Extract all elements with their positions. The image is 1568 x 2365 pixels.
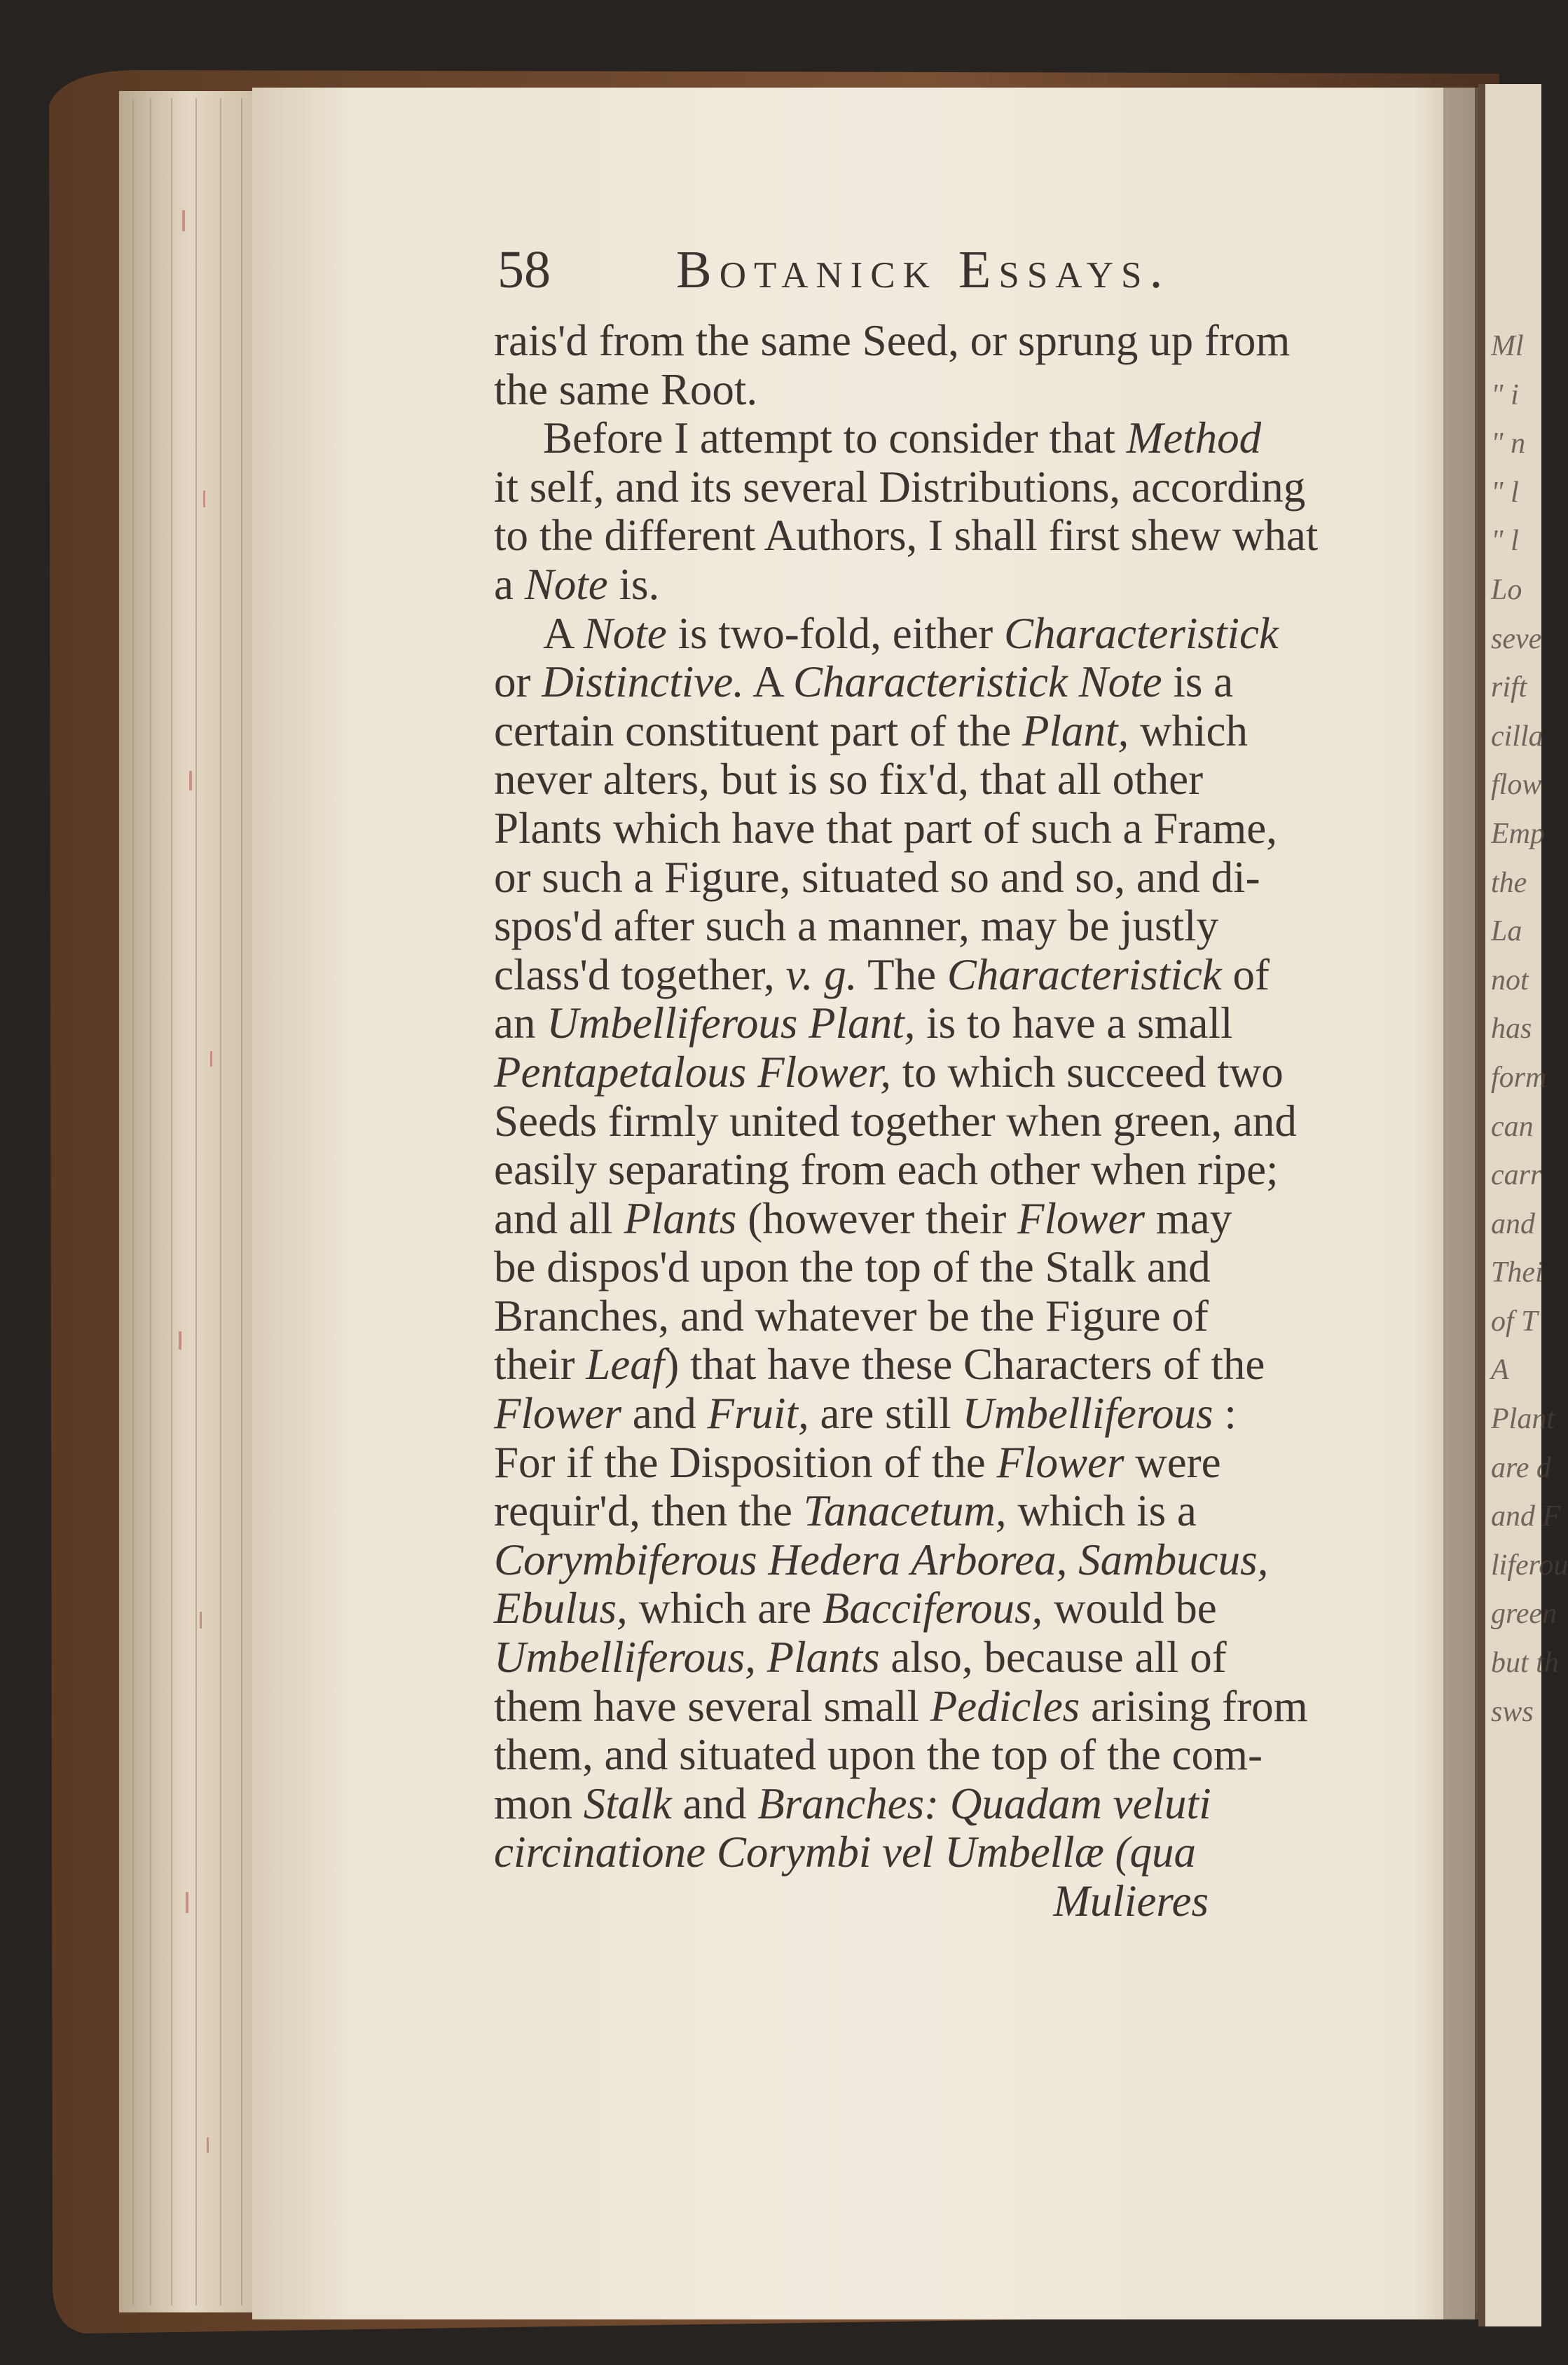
- text-segment: also, because all of: [879, 1633, 1227, 1682]
- adjacent-page-fragment: flow: [1491, 769, 1542, 802]
- text-segment: their: [494, 1340, 586, 1390]
- text-line: [494, 1439, 1412, 1488]
- text-line: [494, 1828, 1412, 1877]
- text-line: [494, 999, 1412, 1048]
- text-segment: Plants which have that part of such a Frame,: [494, 803, 1277, 853]
- text-line: [494, 1146, 1412, 1195]
- text-segment: to which succeed two: [890, 1047, 1284, 1097]
- adjacent-page-fragment: cilla: [1491, 720, 1543, 753]
- adjacent-page-fragment: carr: [1491, 1159, 1542, 1192]
- page-number: 58: [497, 240, 551, 299]
- text-segment: easily separating from each other when ripe;: [494, 1145, 1279, 1195]
- text-line: [494, 755, 1412, 804]
- italic-segment: Tanacetum,: [803, 1486, 1007, 1536]
- text-line: [494, 1780, 1412, 1829]
- adjacent-page-fragment: Lo: [1491, 573, 1522, 606]
- italic-segment: Plants: [624, 1193, 737, 1243]
- text-segment: is.: [607, 559, 660, 609]
- text-segment: which is a: [1006, 1486, 1197, 1536]
- text-segment: them have several small: [494, 1681, 930, 1731]
- italic-segment: Corymbiferous Hedera Arborea, Sambucus,: [494, 1535, 1269, 1584]
- text-line: [494, 1633, 1412, 1682]
- page-header: [497, 238, 1324, 301]
- text-line: [494, 902, 1412, 951]
- adjacent-page-fragment: A: [1491, 1354, 1509, 1387]
- adjacent-page-fragment: Emp: [1491, 817, 1545, 850]
- text-segment: spos'd after such a manner, may be justly: [494, 901, 1219, 951]
- adjacent-page-fragment: can: [1491, 1110, 1534, 1143]
- text-line: [494, 1536, 1412, 1585]
- text-line: [494, 512, 1412, 561]
- text-line: [494, 1292, 1412, 1341]
- adjacent-page-fragment: Ml: [1491, 330, 1524, 362]
- text-line: [494, 1097, 1412, 1146]
- adjacent-page-fragments: [1491, 322, 1568, 1736]
- text-segment: were: [1124, 1437, 1221, 1487]
- text-line: [494, 1048, 1412, 1097]
- italic-segment: Branches: Quadam veluti: [757, 1778, 1211, 1828]
- adjacent-page-fragment: Thei: [1491, 1256, 1543, 1289]
- italic-segment: Characteristick: [1003, 608, 1279, 658]
- text-segment: Before I attempt to consider that: [543, 413, 1127, 463]
- italic-segment: Stalk: [583, 1778, 672, 1828]
- text-segment: (however their: [736, 1193, 1018, 1243]
- italic-segment: Pedicles: [930, 1681, 1080, 1731]
- adjacent-page-fragment: sws: [1491, 1695, 1534, 1728]
- italic-segment: Umbelliferous, Plants: [494, 1633, 880, 1682]
- text-segment: ) that have these Characters of the: [664, 1340, 1265, 1390]
- text-line: [494, 414, 1412, 463]
- adjacent-page-fragment: of T: [1491, 1305, 1538, 1338]
- text-segment: it self, and its several Distributions, according: [494, 462, 1306, 512]
- italic-segment: v. g.: [785, 950, 858, 999]
- italic-segment: Flower: [996, 1437, 1125, 1487]
- adjacent-page-fragment: " n: [1491, 427, 1526, 460]
- text-line: [494, 1341, 1412, 1390]
- adjacent-page-fragment: seve: [1491, 622, 1542, 655]
- adjacent-page-fragment: the: [1491, 866, 1527, 899]
- italic-segment: Pentapetalous Flower,: [494, 1047, 891, 1097]
- text-segment: Branches, and whatever be the Figure of: [494, 1291, 1209, 1341]
- running-head: Botanick Essays.: [676, 240, 1171, 299]
- text-segment: arising from: [1080, 1681, 1308, 1731]
- text-segment: certain constituent part of the: [494, 706, 1022, 755]
- text-segment: is a: [1162, 657, 1234, 707]
- text-segment: or such a Figure, situated so and so, and di-: [494, 852, 1260, 902]
- text-segment: which: [1129, 706, 1248, 755]
- text-line: [494, 1731, 1412, 1780]
- text-segment: and all: [494, 1193, 624, 1243]
- text-segment: is two-fold, either: [666, 608, 1004, 658]
- text-segment: may: [1145, 1193, 1232, 1243]
- italic-segment: Note: [583, 608, 667, 658]
- italic-segment: Umbelliferous Plant,: [546, 999, 916, 1048]
- text-line: [494, 951, 1412, 1000]
- italic-segment: Fruit,: [707, 1389, 809, 1439]
- text-line: [494, 1390, 1412, 1439]
- text-line: [494, 707, 1412, 756]
- text-line: [494, 1243, 1412, 1292]
- text-segment: the same Root.: [494, 364, 758, 414]
- adjacent-page-fragment: " l: [1491, 476, 1519, 509]
- italic-segment: Note: [524, 559, 608, 609]
- adjacent-page-fragment: Plant: [1491, 1403, 1555, 1436]
- adjacent-page-fragment: La: [1491, 915, 1522, 948]
- text-line: [494, 1195, 1412, 1244]
- text-segment: be dispos'd upon the top of the Stalk and: [494, 1242, 1211, 1292]
- adjacent-page-fragment: " i: [1491, 378, 1519, 411]
- text-line: [494, 804, 1412, 854]
- text-segment: The: [857, 950, 947, 999]
- text-line: [494, 610, 1412, 659]
- text-segment: rais'd from the same Seed, or sprung up from: [494, 316, 1291, 365]
- text-segment: and: [621, 1389, 708, 1439]
- adjacent-page-fragment: liferou: [1491, 1549, 1568, 1582]
- italic-segment: Distinctive.: [542, 657, 744, 707]
- adjacent-page-fragment: form: [1491, 1061, 1547, 1094]
- text-line: [494, 317, 1412, 366]
- italic-segment: circinatione Corymbi vel Umbellæ (qua: [494, 1828, 1196, 1877]
- italic-segment: Flower: [1017, 1193, 1146, 1243]
- italic-segment: Flower: [494, 1389, 621, 1439]
- text-segment: class'd together,: [494, 950, 786, 999]
- text-segment: which are: [627, 1584, 823, 1633]
- text-line: [494, 854, 1412, 903]
- italic-segment: Characteristick: [947, 950, 1222, 999]
- text-line: [494, 1682, 1412, 1732]
- text-line: [494, 561, 1412, 610]
- text-segment: requir'd, then the: [494, 1486, 804, 1536]
- adjacent-page-fragment: but th: [1491, 1647, 1559, 1680]
- text-segment: them, and situated upon the top of the com-: [494, 1730, 1263, 1780]
- italic-segment: Umbelliferous: [962, 1389, 1213, 1439]
- text-segment: would be: [1043, 1584, 1217, 1633]
- text-segment: A: [543, 608, 584, 658]
- text-segment: mon: [494, 1778, 584, 1828]
- body-text: [494, 317, 1412, 1926]
- text-segment: and: [671, 1778, 758, 1828]
- italic-segment: Bacciferous,: [822, 1584, 1043, 1633]
- text-line: [494, 366, 1412, 415]
- text-segment: For if the Disposition of the: [494, 1437, 997, 1487]
- adjacent-page-fragment: " l: [1491, 525, 1519, 558]
- adjacent-page-fragment: rift: [1491, 671, 1527, 704]
- text-line: [494, 463, 1412, 512]
- text-line: [494, 658, 1412, 707]
- adjacent-page-fragment: and F: [1491, 1500, 1561, 1533]
- text-segment: A: [743, 657, 793, 707]
- adjacent-page-fragment: are d: [1491, 1451, 1551, 1484]
- adjacent-page-fragment: has: [1491, 1013, 1532, 1046]
- text-segment: Seeds firmly united together when green, and: [494, 1096, 1297, 1146]
- text-segment: or: [494, 657, 542, 707]
- text-line: [494, 1877, 1412, 1926]
- italic-segment: Mulieres: [1053, 1877, 1209, 1926]
- italic-segment: Ebulus,: [494, 1584, 628, 1633]
- text-segment: a: [494, 559, 525, 609]
- adjacent-page-fragment: not: [1491, 964, 1529, 996]
- adjacent-page-fragment: and: [1491, 1207, 1535, 1240]
- italic-segment: Characteristick Note: [792, 657, 1162, 707]
- text-segment: are still: [809, 1389, 963, 1439]
- italic-segment: Leaf: [586, 1340, 665, 1390]
- italic-segment: Method: [1126, 413, 1262, 463]
- text-segment: :: [1213, 1389, 1237, 1439]
- text-line: [494, 1487, 1412, 1536]
- text-segment: to the different Authors, I shall first shew what: [494, 511, 1319, 561]
- italic-segment: Plant,: [1022, 706, 1129, 755]
- text-segment: never alters, but is so fix'd, that all other: [494, 755, 1204, 804]
- text-segment: an: [494, 999, 547, 1048]
- text-segment: is to have a small: [915, 999, 1233, 1048]
- text-line: [494, 1584, 1412, 1633]
- text-segment: of: [1221, 950, 1270, 999]
- adjacent-page-fragment: green: [1491, 1598, 1557, 1631]
